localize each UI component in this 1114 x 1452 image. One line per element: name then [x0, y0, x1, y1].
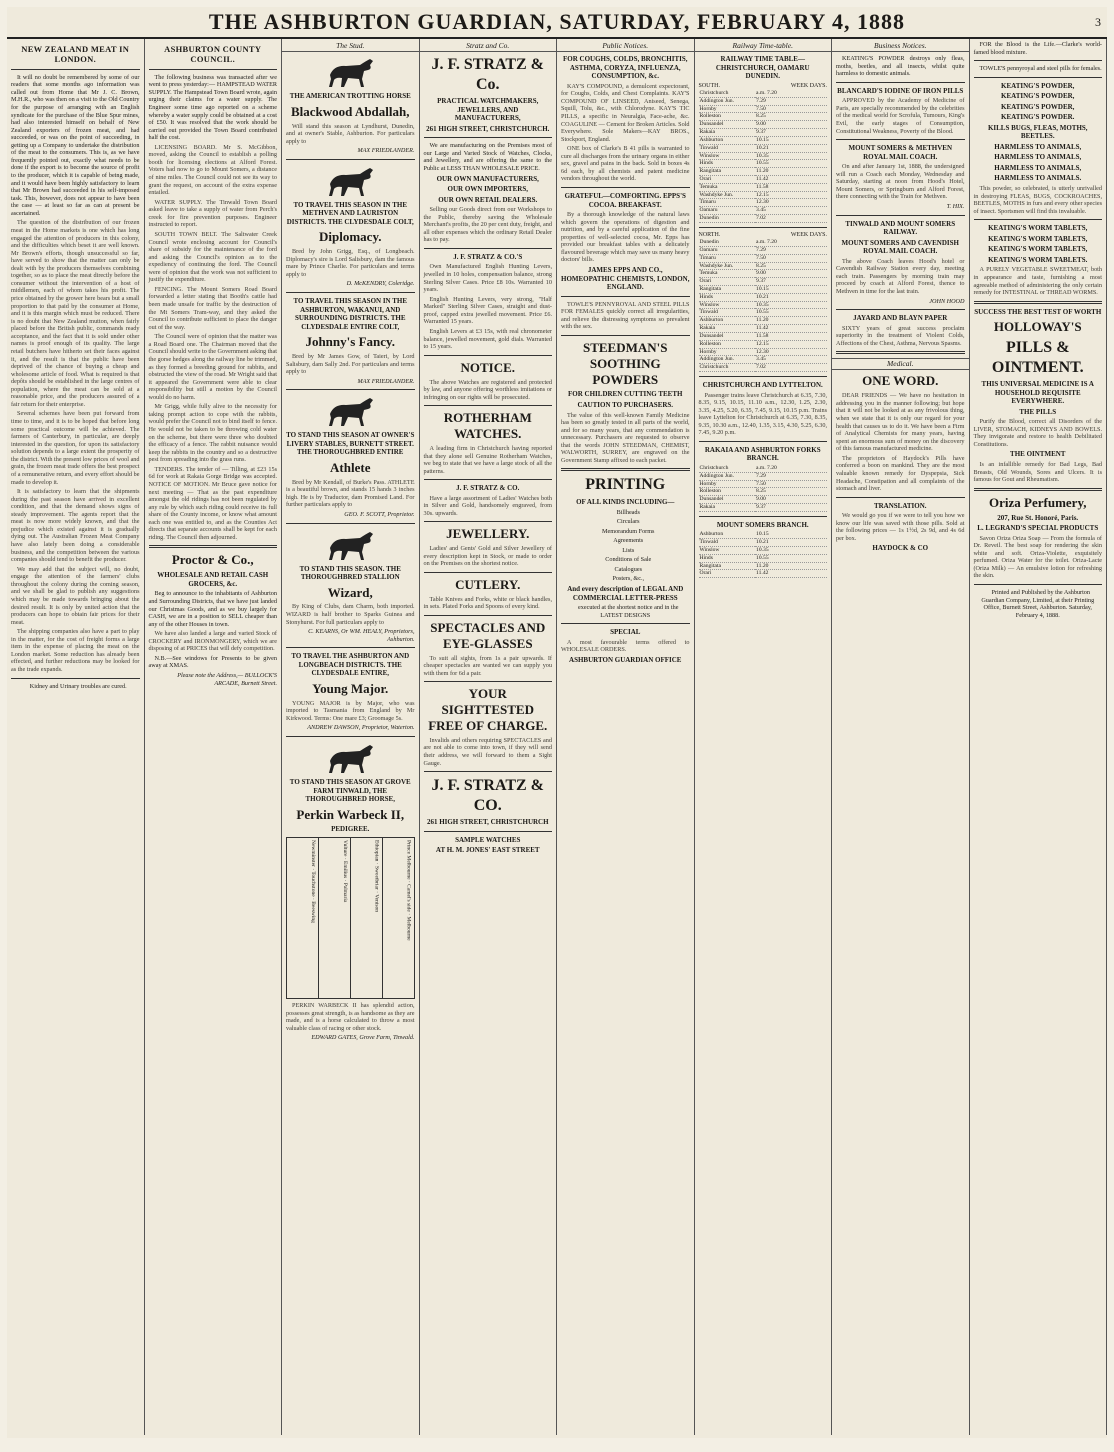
station-time: 11.20 — [755, 562, 827, 570]
station-time: 11.42 — [755, 570, 827, 578]
station-time: 12.15 — [755, 340, 827, 348]
timetable-row — [699, 90, 828, 97]
station-time: 10.21 — [755, 293, 827, 301]
station-time: 10.15 — [755, 286, 827, 294]
station-name: Rolleston — [699, 113, 756, 121]
station-time: 9.00 — [755, 270, 827, 278]
timetable-row — [699, 168, 828, 176]
timetable-row — [699, 317, 828, 325]
station-name: Rakaia — [699, 129, 756, 137]
station-time: 9.00 — [755, 496, 827, 504]
column-4: Stratz and Co. J. F. STRATZ & Co. PRACTICAL WATCHMAKERS, JEWELLERS, AND MANUFACTURERS, 261 HIGH STREET, CHRISTCHURCH. We are manufacturing on the Premises most of our Large and Varied Stock of Watches, Clocks, and Jewellery, and are offering the same to the Public at LESS THAN WHOLESALE PRICE. OUR OWN MANUFACTURERS, OUR OWN IMPORTERS, OUR OWN RETAIL DEALERS. Selling our Goods direct from our Workshops to the Public, thereby saving the Wholesale Merchant's profits, the 20 per cent duty, freight, and all other expenses which the ordinary Retail Dealer has to pay. J. F. STRATZ & CO.'S Own Manufactured English Hunting Levers, jewelled in 10 holes, compensation balance, strong Sterling Silver Cases. Price £8 10s. Warranted 10 years. English Hunting Levers, very strong, "Half Marked" Sterling Silver Cases, straight and dust-proof, capped extra jewelled movement. Price £6. Warranted 15 years. English Levers at £3 15s, with real chronometer balance, jewelled movement, gold dials. Warranted to 15 years. NOTICE. The above Watches are registered and protected by law, and anyone offering worthless imitations or infringing on our rights will be prosecuted. ROTHERHAM WATCHES. A leading firm in Christchurch having reported that they alone sell Genuine Rotherham Watches, we beg to state that we have a large stock of all the patterns. J. F. STRATZ & CO. Have a large assortment of Ladies' Watches both in Silver and Gold, handsomely engraved, from 30s. upwards. JEWELLERY. Ladies' and Gents' Gold and Silver Jewellery of every description kept in Stock, or made to order on the Premises on the shortest notice. CUTLERY. Table Knives and Forks, white or black handles, in sets. Plated Forks and Spoons of every kind. SPECTACLES AND EYE-GLASSES To suit all sights, from 1s a pair upwards. If cheaper spectacles are wanted we can supply you with them for 6d a pair. YOUR SIGHTTESTED FREE OF CHARGE. Invalids and others requiring SPECTACLES and are not able to come into town, if they will send their address, we will forward to them a Sight Gauge. J. F. STRATZ & CO. 261 HIGH STREET, CHRISTCHURCH SAMPLE WATCHES AT H. M. JONES' EAST STREET — [420, 39, 558, 1435]
station-time: 11.42 — [755, 325, 827, 333]
horse-name: Young Major. — [312, 680, 389, 696]
station-name: Christchurch — [699, 465, 756, 472]
station-time: 10.15 — [755, 531, 827, 538]
column-1-footer: Kidney and Urinary troubles are cured. — [29, 682, 127, 690]
article-body-cont: The question of the distribution of our frozen meat in the Home markets is one which has long engaged the attention of producers in this colony, and the difficulties which beset it are well known. Mr Brown's efforts, though unsuccessful so far, have served to show that the matter can only be dealt with by the producers themselves combining together, so as to place the meat directly before the consumer without the intervention of a host of middlemen, each of whom takes his profit. The price obtained by the grower here bears but a small proportion to that paid by the consumer at Home, and it is this margin which must be reduced. There is no doubt that New Zealand mutton, when fairly placed before the British public, commands ready acceptance, and the fact that it is sold under other names is proof enough of its quality. The large retail butchers have hitherto set their faces against it, and the result is that the public have been deprived of the chance of buying a cheap and wholesome article of food. What is required is that depôts should be established in the large centres of population, where the meat can be sold at a reasonable price, and the producers assured of a fair return for their enterprise. — [11, 219, 140, 408]
timetable-row — [699, 207, 828, 215]
timetable-row — [699, 293, 828, 301]
horse-icon — [286, 528, 415, 562]
station-time: 10.55 — [755, 160, 827, 168]
masthead — [7, 7, 1107, 39]
station-time: 11.20 — [755, 317, 827, 325]
blood-notice: FOR the Blood is the Life.—Clarke's world-famed blood mixture. — [973, 41, 1102, 56]
station-name: Washdyke Jun. — [699, 262, 756, 270]
horse-icon — [286, 164, 415, 198]
station-name: Orari — [699, 175, 756, 183]
medical-heading: Medical. — [832, 358, 969, 370]
station-name: Rakaia — [699, 325, 756, 333]
timetable-row — [699, 105, 828, 113]
station-name: Ashburton — [699, 531, 756, 538]
timetable-row — [699, 364, 828, 372]
horse-name: Athlete — [330, 459, 371, 475]
station-time: 9.37 — [755, 278, 827, 286]
column-3: The Stud. THE AMERICAN TROTTING HORSE Blackwood Abdallah, Will stand this season at Lyndhurst, Dunedin, and at owner's Stable, Ashburton. For particulars apply to MAX FRIEDLANDER. TO TRAVEL THIS SEASON IN THE METHVEN AND LAURISTON DISTRICTS. THE CLYDESDALE COLT, Diplomacy. Bred by John Grigg, Esq., of Longbeach. Diplomacy's sire is Lord Salisbury, dam the famous mare by Prince Charlie. For particulars and terms apply to D. McKENDRY, Coleridge. TO TRAVEL THIS SEASON IN THE ASHBURTON, WAKANUI, AND SURROUNDING DISTRICTS. THE CLYDESDALE ENTIRE COLT, Johnny's Fancy. Bred by Mr James Gow, of Taieri, by Lord Salisbury, dam Sally 2nd. For particulars and terms apply to MAX FRIEDLANDER. TO STAND THIS SEASON AT OWNER'S LIVERY STABLES, BURNETT STREET. THE THOROUGHBRED ENTIRE Athlete Bred by Mr Kendall, of Burke's Pass. ATHLETE is a beautiful brown, and stands 15 hands 3 inches high. He is by Traductor, dam Promised Land. For further particulars apply to GEO. F. SCOTT, Proprietor. TO STAND THIS SEASON. THE THOROUGHBRED STALLION Wizard, By King of Clubs, dam Charm, both imported. WIZARD is half brother to Sparks Guinea and Stonyhurst. For full particulars apply to C. KEARNS, Or WM. HEALY, Proprietors, Ashburton. TO TRAVEL THE ASHBURTON AND LONGBEACH DISTRICTS. THE CLYDESDALE ENTIRE, Young Major. YOUNG MAJOR is by Major, who was imported to Tasmania from England by Mr Kirkwood. Terms: One mare £3; Groomage 5s. ANDREW DAWSON, Proprietor, Waterton. TO STAND THIS SEASON AT GROVE FARM TINWALD, THE THOROUGHBRED HORSE, Perkin Warbeck II, PEDIGREE. Newminster · Touchstone · Beeswing Vulture · Emilius · Palmaria Ethiopian · Sweetbriar · Venison Prince Melbourne · Camel's side · Melbourne PERKIN WARBECK II has splendid action, possesses great strength, is as handsome as they are made, and is a horse calculated to throw a most valuable class of racing or other stock. EDWARD GATES, Grove Farm, Tinwald. — [282, 39, 420, 1435]
timetable-row — [699, 496, 828, 504]
timetable-row — [699, 325, 828, 333]
holloway-title: HOLLOWAY'S — [993, 319, 1082, 335]
station-name: Dunsandel — [699, 496, 756, 504]
column-2: ASHBURTON COUNTY COUNCIL. The following business was transacted after we went to press yesterday:— HAMPSTEAD WATER SUPPLY. The Hampstead Town Board wrote, again urging their claims for a water supply. The Engineer some time ago reported on a scheme whereby a water supply could be obtained at a cost of £50. It was resolved that the work should be carried out provided the Town Board contributed half the cost. LICENSING BOARD. Mr S. McGibbon, moved, asking the Council to establish a polling booth for licensing elections at Alford Forest. Voters had now to go to Mount Somers, a distance of nine miles. The Council could not see its way to grant the request, on account of the extra expense entailed. WATER SUPPLY. The Tinwald Town Board asked leave to take a supply of water from Perch's creek for fire prevention purposes. Engineer instructed to report. SOUTH TOWN BELT. The Saltwater Creek Council wrote enclosing account for Council's share of subsidy for the maintenance of the ford and asking the Council's opinion as to the expediency of continuing the ford. The Council were of opinion that the work was not sufficient to justify the expenditure. FENCING. The Mount Somers Road Board forwarded a letter stating that Booth's cattle had been made unsafe for traffic by the destruction of the Mt Somers Tram-way, and they asked the Council to contribute sufficient to place the danger out of the way. The Council were of opinion that the matter was a Road Board one. The Chairman moved that the Council should write to the Government asking that the gorse hedges along the railway line be trimmed, as they formed a breeding ground for rabbits, and obstructed the view of the road. Mr Wright said that it appeared the Government were able to clear responsibility but still a motion by the Council would do no harm. Mr Grigg, while fully alive to the necessity for taking prompt action to cope with the rabbits, would prefer the Council not to bind itself to fence. He would not be taken to be throwing cold water on the scheme, but there were three who doubted the efficacy of a fence. The rabbit nuisance would keep the rabbits in the country and so a destructive pest from spreading into the grass runs. TENDERS. The tender of — Tilling, at £23 15s 6d for work at Rakaia Gorge Bridge was accepted. NOTICE OF MOTION. Mr Bruce gave notice for next meeting — That as the past expenditure amongst the old ridings has not been regulated by any rule by which such riding could receive its full share of the County income, or know what amount each one was entitled to, and as the Counties Act directs that separate accounts shall be kept for each riding. The Council then adjourned. Proctor & Co., WHOLESALE AND RETAIL CASH GROCERS, &c. Beg to announce to the inhabitants of Ashburton and Surrounding Districts, that we have just landed our Christmas Goods, and as we buy largely for CASH, we are in a position to SELL cheaper than any of the other Houses in town. We have also landed a large and varied Stock of CROCKERY and IRONMONGERY, which we are disposing of at PRICES that will defy competition. N.B.—See windows for Presents to be given away at XMAS. Please note the Address,— BULLOCK'S ARCADE, Burnett Street. — [145, 39, 283, 1435]
station-time: a.m. 7.20 — [755, 465, 827, 472]
masthead-title: THE ASHBURTON GUARDIAN, SATURDAY, FEBRUARY 4, 1888 — [208, 9, 906, 34]
station-time: a.m. 7.20 — [755, 239, 827, 246]
station-name: Christchurch — [699, 90, 756, 97]
station-name: Rangitata — [699, 562, 756, 570]
station-name: Rangitata — [699, 286, 756, 294]
station-time: 7.50 — [755, 254, 827, 262]
station-name: Addington Jun. — [699, 356, 756, 364]
station-name: Hornby — [699, 348, 756, 356]
station-name: Rakaia — [699, 504, 756, 512]
eyesight-title: YOUR SIGHTTESTED FREE OF CHARGE. — [428, 686, 548, 734]
pills-title: PILLS & OINTMENT. — [991, 339, 1084, 376]
public-notices-heading: Public Notices. — [557, 41, 694, 52]
proctor-ad-address: Please note the Address,— BULLOCK'S ARCADE, Burnett Street. — [177, 672, 277, 687]
station-name: Rolleston — [699, 340, 756, 348]
station-name: Oamaru — [699, 207, 756, 215]
timetable-row — [699, 472, 828, 480]
station-name: Timaru — [699, 199, 756, 207]
station-time: 7.29 — [755, 246, 827, 254]
horse-name: Johnny's Fancy. — [305, 334, 396, 350]
column-1: NEW ZEALAND MEAT IN LONDON. It will no doubt be remembered by some of our readers that some months ago information was called out from Home that Mr J. C. Brown, M.H.R., who was then on a visit to the Old Country for the purpose of arranging with an English syndicate for the purchase of the Blue Spur mines, had also interested himself on behalf of New Zealand exporters of frozen meat, and had succeeded, or was on the point of succeeding, in getting up a Company to undertake the distribution of the meat to the consumers. This is, as we have frequently pointed out, exactly what needs to be done if the export is to become the source of profit to the producer, which it is capable of being made, and it would have been highly satisfactory to learn that Mr Brown had succeeded in his self-imposed task. This, however, does not appear to have been the case — at least so far as can at present be ascertained. The question of the distribution of our frozen meat in the Home markets is one which has long engaged the attention of producers in this colony, and the difficulties which beset it are well known. Mr Brown's efforts, though unsuccessful so far, have served to show that the matter can only be dealt with by the producers themselves combining together, so as to place the meat directly before the consumer without the intervention of a host of middlemen, each of whom takes his profit. The price obtained by the grower here bears but a small proportion to that paid by the consumer at Home, and it is this margin which must be reduced. There is no doubt that New Zealand mutton, when fairly placed before the British public, commands ready acceptance, and the fact that it is sold under other names is proof enough of its quality. The large retail butchers have hitherto set their faces against it, and the result is that the public have been deprived of the chance of buying a cheap and wholesome article of food. What is required is that depôts should be established in the large centres of population, where the meat can be sold at a reasonable price, and the producers assured of a fair return for their enterprise. Several schemes have been put forward from time to time, and it is to be hoped that before long some practical outcome will be achieved. The farmers of Canterbury, in particular, are deeply interested in the question, for upon its satisfactory solution depends to a large extent the prosperity of the district. With the present low prices of wool and grain, the frozen meat trade offers the best prospect of a remunerative return, and every effort should be made to develop it. It is satisfactory to learn that the shipments during the past season have arrived in excellent condition, and that the demand shows signs of steady improvement. The agents report that the meat is now more widely known, and that the prejudice which existed against it is gradually dying out. The Australian Frozen Meat Company have also lately been doing a considerable business, and the competition between the various companies should tend to benefit the producer. We may add that the subject will, no doubt, engage the attention of the farmers' clubs throughout the colony during the coming season, and we shall be glad to publish any suggestions which may be made towards bringing about the desired result. It is only by united action that the producers can hope to obtain fair prices for their meat. The shipping companies also have a part to play in the matter, for the cost of freight forms a large item in the expense of placing the meat on the London market. Some reduction has already been effected, and further reductions may be looked for as the trade expands. Kidney and Urinary troubles are cured. — [7, 39, 145, 1435]
timetable-row — [699, 246, 828, 254]
timetable-row — [699, 270, 828, 278]
timetable-title: RAILWAY TIME TABLE—CHRISTCHURCH, OAMARU DUNEDIN. — [715, 55, 810, 81]
station-name: Dunsandel — [699, 332, 756, 340]
soothing-title: STEEDMAN'S SOOTHING POWDERS — [582, 339, 668, 387]
column-6: Railway Time-table. RAILWAY TIME TABLE—CHRISTCHURCH, OAMARU DUNEDIN. SOUTH. WEEK DAYS. Christchurch a.m. 7.20 Addington Jun. 7.29 Hornby 7.50 Rolleston 8.25 Dunsandel 9.00 Rakaia 9.37 Ashburton 10.15 Tinwald 10.21 Winslow 10.35 Hinds 10.55 Rangitata 11.20 Orari 11.42 Temuka 11.58 Washdyke Jun. 12.15 Timaru 12.30 Oamaru 3.45 Dunedin 7.02 NORTH. WEEK DAYS. Dunedin a.m. 7.20 Oamaru 7.29 Timaru 7.50 Washdyke Jun. 8.25 Temuka 9.00 Orari 9.37 Rangitata 10.15 Hinds 10.21 Winslow 10.35 Tinwald 10.55 Ashburton 11.20 Rakaia 11.42 Dunsandel 11.58 Rolleston 12.15 Hornby 12.30 Addington Jun. 3.45 Christchurch 7.02 CHRISTCHURCH AND LYTTELTON. Passenger trains leave Christchurch at 6.35, 7.30, 8.35, 9.15, 10.15, 11.10 a.m., 12.30, 1.25, 2.30, 3.35, 4.25, 5.20, 6.35, 7.45, 9.15, 10.15 p.m. Trains leave Lyttelton for Christchurch at 6.35, 7.30, 8.35, 9.35, 10.30 a.m., 12.40, 1.35, 3.15, 4.30, 5.25, 6.30, 7.45, 9.20 p.m. RAKAIA AND ASHBURTON FORKS BRANCH. Christchurch a.m. 7.20 Addington Jun. 7.29 Hornby 7.50 Rolleston 8.25 Dunsandel 9.00 Rakaia 9.37 MOUNT SOMERS BRANCH. Ashburton 10.15 Tinwald 10.21 Winslow 10.35 Hinds 10.55 Rangitata 11.20 Orari 11.42 — [695, 39, 833, 1435]
station-name: Christchurch — [699, 364, 756, 372]
timetable-row — [699, 152, 828, 160]
station-time: 11.58 — [755, 332, 827, 340]
spectacles-title: SPECTACLES AND EYE-GLASSES — [430, 619, 546, 651]
station-name: Temuka — [699, 270, 756, 278]
timetable-south — [699, 90, 828, 223]
station-time: 9.37 — [755, 129, 827, 137]
station-name: Temuka — [699, 183, 756, 191]
timetable-row — [699, 262, 828, 270]
horse-name: Wizard, — [327, 584, 373, 600]
station-time: 11.42 — [755, 175, 827, 183]
stratz-heading: Stratz and Co. — [420, 41, 557, 52]
stud-heading: The Stud. — [282, 41, 419, 52]
timetable-row — [699, 309, 828, 317]
station-time: 11.58 — [755, 183, 827, 191]
timetable-row — [699, 340, 828, 348]
horse-name: Perkin Warbeck II, — [296, 806, 405, 822]
timetable-row — [699, 278, 828, 286]
columns — [7, 39, 1107, 1435]
station-time: 7.29 — [755, 472, 827, 480]
council-body: The following business was transacted after we went to press yesterday:— HAMPSTEAD WATER SUPPLY. The Hampstead Town Board wrote, again urging their claims for a water supply. The Engineer some time ago reported on a scheme whereby a water supply could be obtained at a cost of £50. It was resolved that the work should be carried out provided the Town Board contributed half the cost. — [148, 73, 277, 142]
station-name: Hinds — [699, 554, 756, 562]
timetable-row — [699, 480, 828, 488]
business-heading: Business Notices. — [832, 41, 969, 52]
timetable-row — [699, 215, 828, 223]
station-time: 10.15 — [755, 136, 827, 144]
article-body: It will no doubt be remembered by some of our readers that some months ago information was called out from Home that Mr J. C. Brown, M.H.R., who was then on a visit to the Old Country for the purpose of arranging with an English syndicate for the purchase of the Blue Spur mines, had also interested himself on behalf of New Zealand exporters of frozen meat, and had succeeded, or was on the point of succeeding, in getting up a Company to undertake the distribution of the meat to the consumers. This is, as we have frequently pointed out, exactly what needs to be done if the export is to become the source of profit to the producer, which it is capable of being made, and it would have been highly satisfactory to learn that Mr Brown had succeeded in his self-imposed task. This, however, does not appear to have been the case — at least so far as can at present be ascertained. — [11, 73, 140, 217]
station-time: 3.45 — [755, 207, 827, 215]
timetable-row — [699, 239, 828, 246]
station-name: Dunedin — [699, 239, 756, 246]
proctor-ad-sub: WHOLESALE AND RETAIL CASH GROCERS, &c. — [157, 571, 269, 588]
horse-icon — [286, 394, 415, 428]
station-time: 10.35 — [755, 301, 827, 309]
timetable-row — [699, 175, 828, 183]
timetable-row — [699, 121, 828, 129]
newspaper-page — [7, 7, 1107, 1438]
cocoa-title: GRATEFUL—COMFORTING. EPPS'S COCOA. BREAKFAST. — [564, 192, 686, 209]
station-time: 8.25 — [755, 488, 827, 496]
council-heading: ASHBURTON COUNTY COUNCIL. — [164, 44, 262, 65]
station-time: 9.00 — [755, 121, 827, 129]
horse-name: Blackwood Abdallah, — [291, 103, 410, 119]
station-name: Dunedin — [699, 215, 756, 223]
station-name: Rolleston — [699, 488, 756, 496]
timetable-row — [699, 562, 828, 570]
station-name: Hinds — [699, 293, 756, 301]
rotherham-title: ROTHERHAM WATCHES. — [443, 410, 532, 442]
station-time: 7.02 — [755, 364, 827, 372]
station-name: Addington Jun. — [699, 472, 756, 480]
station-name: Tinwald — [699, 309, 756, 317]
stratz-firm: J. F. STRATZ & Co. — [431, 56, 544, 93]
station-name: Rangitata — [699, 168, 756, 176]
station-time: 10.35 — [755, 546, 827, 554]
station-name: Hinds — [699, 160, 756, 168]
station-name: Washdyke Jun. — [699, 191, 756, 199]
timetable-row — [699, 488, 828, 496]
one-word-title: ONE WORD. — [862, 373, 939, 389]
timetable-row — [699, 254, 828, 262]
imprint: Printed and Published by the Ashburton Guardian Company, Limited, at their Printing Office, Burnett Street, Ashburton. Saturday, February 4, 1888. — [981, 588, 1095, 619]
timetable-row — [699, 570, 828, 578]
station-time: 12.30 — [755, 348, 827, 356]
timetable-row — [699, 160, 828, 168]
keatings-notice: KEATING'S POWDER destroys only fleas, moths, beetles, and all insects, whilst quite harmless to domestic animals. — [836, 55, 965, 78]
timetable-row — [699, 97, 828, 105]
towle-notice: TOWLE'S pennyroyal and steel pills for females. — [979, 65, 1102, 73]
pedigree-label: PEDIGREE. — [331, 825, 370, 834]
timetable-row — [699, 332, 828, 340]
timetable-row — [699, 348, 828, 356]
station-name: Tinwald — [699, 539, 756, 547]
station-time: 11.20 — [755, 168, 827, 176]
timetable-row — [699, 183, 828, 191]
timetable-row — [699, 191, 828, 199]
horse-icon — [286, 741, 415, 775]
station-name: Winslow — [699, 152, 756, 160]
timetable-row — [699, 144, 828, 152]
station-time: 8.25 — [755, 262, 827, 270]
station-time: 12.30 — [755, 199, 827, 207]
station-time: 10.55 — [755, 309, 827, 317]
timetable-row — [699, 465, 828, 472]
column-7: Business Notices. KEATING'S POWDER destroys only fleas, moths, beetles, and all insects, whilst quite harmless to domestic animals. BLANCARD'S IODINE OF IRON PILLS APPROVED by the Academy of Medicine of Paris, are specially recommended by the celebrities of the medical world for Scrofula, Tumours, King's Evil, the early stages of Consumption, Constitutional Weakness, Poverty of the Blood. MOUNT SOMERS & METHVEN ROYAL MAIL COACH. On and after January 1st, 1888, the undersigned will run a Coach each Monday, Wednesday and Saturday, starting at noon from Hood's Hotel, Mount Somers, or Springburn and Alford Forest, there connecting with the Train for Methven. T. HIX. TINWALD AND MOUNT SOMERS RAILWAY. MOUNT SOMERS AND CAVENDISH ROYAL MAIL COACH. The above Coach leaves Hood's hotel or Cavendish Railway Station every day, meeting each train. Passengers by morning train may proceed by coach at Alford Forest, thence to Methven in time for the last train. JOHN HOOD JAYARD AND BLAYN PAPER SIXTY years of great success proclaim superiority in the treatment of Violent Colds, Affections of the Chest, Asthma, Nervous Spasms. Medical. ONE WORD. DEAR FRIENDS — We have no hesitation in addressing you in the manner following; but hope that it will not be looked at as any frivolous thing, when we state that it is only our regard for your health that causes us to do it. We have been a Firm of Analytical Chemists for many years, having spent an enormous sum of money on the discovery of this famous manufactured medicine. The proprietors of Haydock's Pills have conferred a boon on mankind. They are the most valuable known remedy for Dyspepsia, Sick Headache, Constipation and all complaints of the stomach and liver. TRANSLATION. We would go you if we were to tell you how we know our life was saved with those pills. Sold at the following prices — 1s 1½d, 2s 9d, and 4s 6d per box. HAYDOCK & CO — [832, 39, 970, 1435]
timetable-row — [699, 113, 828, 121]
horse-icon — [286, 55, 415, 89]
station-name: Ashburton — [699, 136, 756, 144]
proctor-ad-body: Beg to announce to the inhabitants of Ashburton and Surrounding Districts, that we have just landed our Christmas Goods, and as we buy largely for CASH, we are in a position to SELL cheaper than any of the other Houses in town. — [148, 590, 277, 628]
station-name: Addington Jun. — [699, 97, 756, 105]
timetable-row — [699, 301, 828, 309]
timetable-rakaia — [699, 465, 828, 512]
station-name: Tinwald — [699, 144, 756, 152]
station-name: Orari — [699, 570, 756, 578]
column-8: FOR the Blood is the Life.—Clarke's world-famed blood mixture. TOWLE'S pennyroyal and steel pills for females. KEATING'S POWDER, KEATING'S POWDER, KEATING'S POWDER, KEATING'S POWDER. KILLS BUGS, FLEAS, MOTHS, BEETLES. HARMLESS TO ANIMALS, HARMLESS TO ANIMALS, HARMLESS TO ANIMALS, HARMLESS TO ANIMALS. This powder, so celebrated, is utterly unrivalled in destroying FLEAS, BUGS, COCKROACHES, BEETLES, MOTHS in furs and every other species of insect. Sportsmen will find this invaluable. KEATING'S WORM TABLETS, KEATING'S WORM TABLETS, KEATING'S WORM TABLETS, KEATING'S WORM TABLETS. A PURELY VEGETABLE SWEETMEAT, both in appearance and taste, furnishing a most agreeable method of administering the only certain remedy for INTESTINAL or THREAD WORMS. SUCCESS THE BEST TEST OF WORTH HOLLOWAY'S PILLS & OINTMENT. THIS UNIVERSAL MEDICINE IS A HOUSEHOLD REQUISITE EVERYWHERE. THE PILLS Purify the Blood, correct all Disorders of the LIVER, STOMACH, KIDNEYS AND BOWELS. They invigorate and restore to health Debilitated Constitutions. THE OINTMENT Is an infallible remedy for Bad Legs, Bad Breasts, Old Wounds, Sores and Ulcers. It is famous for Gout and Rheumatism. Oriza Perfumery, 207, Rue St. Honoré, Paris. L. LEGRAND'S SPECIAL PRODUCTS Savon Oriza Oriza Soap — From the formula of Dr. Reveil. The best soap for rendering the skin white and soft. Oriza-Violette, exquisitely perfumed. Oriza Water for the toilet. Oriza-Lacte (Oriza Milk) — An emulsive lotion for refreshing the skin. Printed and Published by the Ashburton Guardian Company, Limited, at their Printing Office, Burnett Street, Ashburton. Saturday, February 4, 1888. — [970, 39, 1108, 1435]
station-name: Winslow — [699, 546, 756, 554]
timetable-row — [699, 504, 828, 512]
article-heading: NEW ZEALAND MEAT IN LONDON. — [21, 44, 130, 65]
station-name: Oamaru — [699, 246, 756, 254]
printing-items: Billheads Circulars Memorandum Forms Agreements Lists Conditions of Sale Catalogues Posters, &c., — [602, 508, 655, 583]
station-time: 7.50 — [755, 480, 827, 488]
station-name: Hornby — [699, 480, 756, 488]
timetable-row — [699, 356, 828, 364]
station-name: Dunsandel — [699, 121, 756, 129]
station-time: 7.02 — [755, 215, 827, 223]
station-time: 9.37 — [755, 504, 827, 512]
horse-name: Diplomacy. — [319, 229, 382, 245]
timetable-row — [699, 539, 828, 547]
proctor-ad-note: N.B.—See windows for Presents to be given away at XMAS. — [148, 654, 277, 670]
timetable-north — [699, 239, 828, 372]
station-time: 10.55 — [755, 554, 827, 562]
printing-title: PRINTING — [585, 476, 666, 494]
station-time: 7.29 — [755, 97, 827, 105]
station-name: Ashburton — [699, 317, 756, 325]
station-time: 8.25 — [755, 113, 827, 121]
timetable-row — [699, 199, 828, 207]
timetable-row — [699, 129, 828, 137]
timetable-mount — [699, 531, 828, 578]
stratz-bottom: J. F. STRATZ & CO. — [431, 777, 544, 814]
pedigree-table: Newminster · Touchstone · Beeswing Vulture · Emilius · Palmaria Ethiopian · Sweetbriar · Venison Prince Melbourne · Camel's side · Melbourne — [286, 837, 415, 999]
railway-heading: Railway Time-table. — [695, 41, 832, 52]
cutlery-title: CUTLERY. — [455, 576, 521, 592]
proctor-ad-title: Proctor & Co., — [171, 552, 254, 568]
timetable-row — [699, 286, 828, 294]
timetable-row — [699, 554, 828, 562]
station-name: Winslow — [699, 301, 756, 309]
timetable-row — [699, 531, 828, 538]
station-name: Hornby — [699, 105, 756, 113]
station-time: a.m. 7.20 — [755, 90, 827, 97]
station-time: 3.45 — [755, 356, 827, 364]
page-number: 3 — [1095, 15, 1101, 29]
timetable-row — [699, 546, 828, 554]
column-5: Public Notices. FOR COUGHS, COLDS, BRONCHITIS, ASTHMA, CORYZA, INFLUENZA, CONSUMPTION, &c. KAY'S COMPOUND, a demulcent expectorant, for Coughs, Colds, and Chest Complaints. KAY'S COMPOUND OF LINSEED, Aniseed, Senega, Squill, Tolu, &c., with Chlorodyne. KAY'S TIC PILLS, a specific in Neuralgia, Face-ache, &c. COAGULINE — Cement for Broken Articles. Sold Everywhere. Sole Makers—KAY BROS., Stockport, England. ONE box of Clarke's B 41 pills is warranted to cure all discharges from the urinary organs in either sex, gravel and pains in the back. Sold in boxes 4s 6d each, by all chemists and patent medicine vendors throughout the world. GRATEFUL—COMFORTING. EPPS'S COCOA. BREAKFAST. By a thorough knowledge of the natural laws which govern the operations of digestion and nutrition, and by a careful application of the fine properties of well-selected cocoa, Mr. Epps has provided our breakfast tables with a delicately flavoured beverage which may save us many heavy doctors' bills. JAMES EPPS AND CO., HOMEOPATHIC CHEMISTS, LONDON, ENGLAND. TOWLE'S PENNYROYAL AND STEEL PILLS FOR FEMALES quickly correct all irregularities, and relieve the distressing symptoms so prevalent with the sex. STEEDMAN'S SOOTHING POWDERS FOR CHILDREN CUTTING TEETH CAUTION TO PURCHASERS. The value of this well-known Family Medicine has been so greatly tested in all parts of the world, and for so many years, that any commendation is unnecessary. Purchasers are requested to observe that the words JOHN STEEDMAN, CHEMIST, WALWORTH, SURREY, are engraved on the Government Stamp affixed to each packet. PRINTING OF ALL KINDS INCLUDING— Billheads Circulars Memorandum Forms Agreements Lists Conditions of Sale Catalogues Posters, &c., And every description of LEGAL AND COMMERCIAL LETTER-PRESS executed at the shortest notice and in the LATEST DESIGNS SPECIAL A most favourable terms offered to WHOLESALE ORDERS. ASHBURTON GUARDIAN OFFICE — [557, 39, 695, 1435]
station-name: Orari — [699, 278, 756, 286]
station-time: 7.50 — [755, 105, 827, 113]
stratz-body: We are manufacturing on the Premises most of our Large and Varied Stock of Watches, Clocks, and Jewellery, and are offering the same to the Public at LESS THAN WHOLESALE PRICE. — [423, 142, 552, 172]
station-time: 10.21 — [755, 144, 827, 152]
notice-title: NOTICE. — [460, 359, 516, 375]
jewellery-title: JEWELLERY. — [446, 526, 530, 542]
station-time: 10.21 — [755, 539, 827, 547]
station-time: 10.35 — [755, 152, 827, 160]
timetable-row — [699, 136, 828, 144]
oriza-title: Oriza Perfumery, — [989, 494, 1087, 510]
station-name: Timaru — [699, 254, 756, 262]
station-time: 12.15 — [755, 191, 827, 199]
